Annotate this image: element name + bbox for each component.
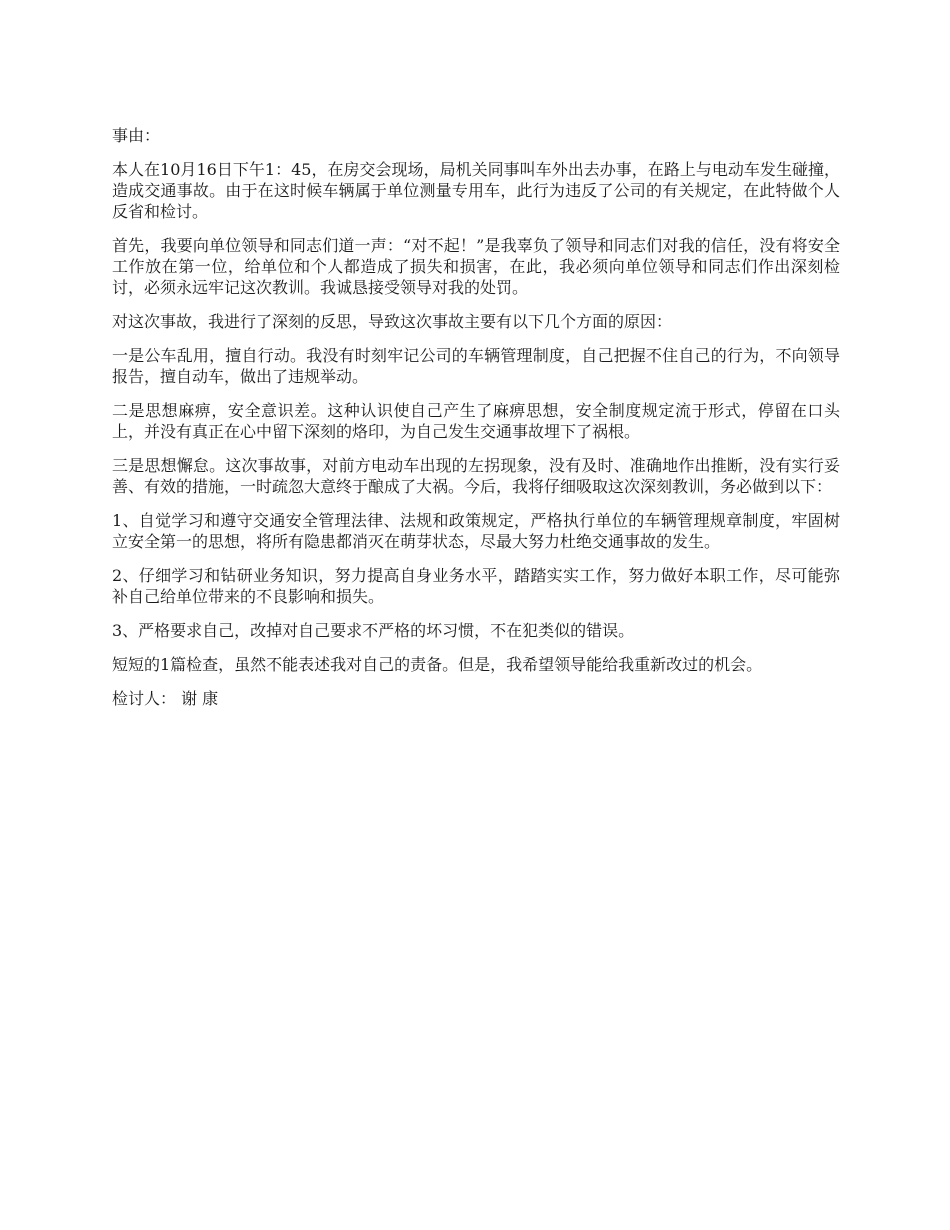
paragraph-commitment-1: 1、自觉学习和遵守交通安全管理法律、法规和政策规定，严格执行单位的车辆管理规章制度，牢固树立安全第一的思想，将所有隐患都消灭在萌芽状态，尽最大努力杜绝交通事故的发生。 xyxy=(112,511,840,551)
signature-line: 检讨人： 谢 康 xyxy=(112,689,219,708)
paragraph-commitment-2: 2、仔细学习和钻研业务知识，努力提高自身业务水平，踏踏实实工作，努力做好本职工作，尽可能弥补自己给单位带来的不良影响和损失。 xyxy=(112,566,840,606)
document-heading: 事由： xyxy=(112,126,161,145)
paragraph-commitment-3: 3、严格要求自己，改掉对自己要求不严格的坏习惯，不在犯类似的错误。 xyxy=(112,621,635,640)
paragraph-closing: 短短的1篇检查，虽然不能表述我对自己的责备。但是，我希望领导能给我重新改过的机会。 xyxy=(112,655,763,674)
paragraph-reason-2: 二是思想麻痹，安全意识差。这种认识使自己产生了麻痹思想，安全制度规定流于形式，停留在口头上，并没有真正在心中留下深刻的烙印，为自己发生交通事故埋下了祸根。 xyxy=(112,401,840,441)
paragraph-reflection: 对这次事故，我进行了深刻的反思，导致这次事故主要有以下几个方面的原因： xyxy=(112,312,673,331)
paragraph-reason-3: 三是思想懈怠。这次事故事，对前方电动车出现的左拐现象，没有及时、准确地作出推断，没有实行妥善、有效的措施，一时疏忽大意终于酿成了大祸。今后，我将仔细吸取这次深刻教训，务必做到以下： xyxy=(112,456,840,496)
paragraph-reason-1: 一是公车乱用，擅自行动。我没有时刻牢记公司的车辆管理制度，自己把握不住自己的行为，不向领导报告，擅自动车，做出了违规举动。 xyxy=(112,346,840,386)
paragraph-incident: 本人在10月16日下午1：45，在房交会现场，局机关同事叫车外出去办事，在路上与电动车发生碰撞，造成交通事故。由于在这时候车辆属于单位测量专用车，此行为违反了公司的有关规定，在此特做个人反省和检讨。 xyxy=(112,160,840,221)
document-body xyxy=(112,125,840,709)
paragraph-apology: 首先，我要向单位领导和同志们道一声：“对不起！”是我辜负了领导和同志们对我的信任，没有将安全工作放在第一位，给单位和个人都造成了损失和损害，在此，我必须向单位领导和同志们作出深刻检讨，必须永远牢记这次教训。我诚恳接受领导对我的处罚。 xyxy=(112,236,840,297)
